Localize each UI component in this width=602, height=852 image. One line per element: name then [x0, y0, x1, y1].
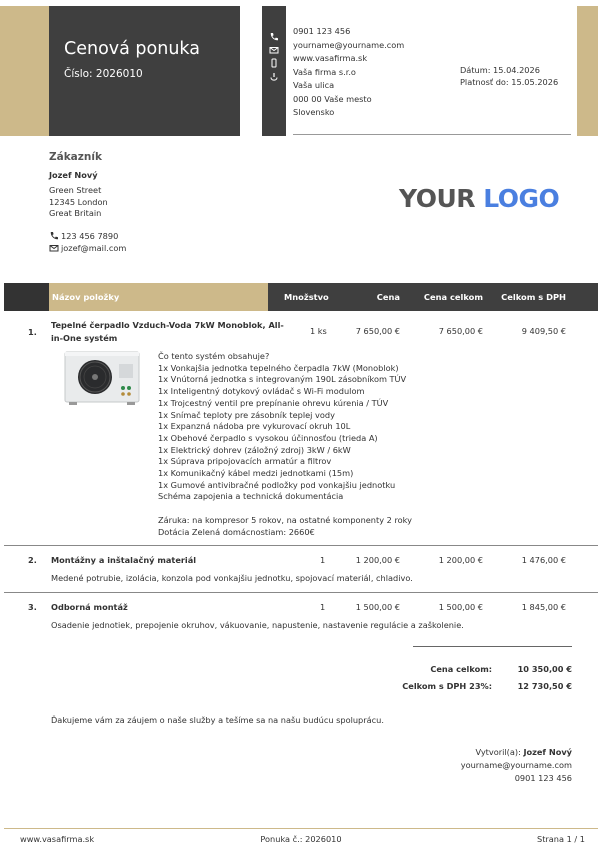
description-line: Schéma zapojenia a technická dokumentácia — [158, 491, 344, 502]
heat-pump-image — [63, 350, 143, 406]
customer-country: Great Britain — [49, 208, 102, 219]
item-price: 7 650,00 € — [355, 326, 400, 336]
logo-text-logo: LOGO — [483, 184, 560, 213]
table-row — [0, 318, 602, 546]
customer-heading: Zákazník — [49, 151, 102, 163]
item-name: Montážny a inštalačný materiál — [51, 555, 197, 565]
vat-total-label: Celkom s DPH 23%: — [402, 681, 492, 691]
description-line: Čo tento systém obsahuje? — [158, 351, 270, 361]
item-index: 2. — [28, 555, 37, 565]
description-line: 1x Snímač teploty pre zásobník teplej vody — [158, 409, 335, 420]
customer-address — [49, 185, 108, 220]
warranty-line: Záruka: na kompresor 5 rokov, na ostatné komponenty 2 roky — [158, 514, 412, 525]
customer-email: jozef@mail.com — [61, 243, 127, 253]
thank-you-note: Ďakujeme vám za záujem o naše služby a tešíme sa na našu budúcu spoluprácu. — [51, 715, 384, 725]
header-accent-right — [577, 6, 598, 136]
phone-icon — [269, 32, 279, 42]
item-price: 1 500,00 € — [355, 602, 400, 612]
description-line: 1x Gumové antivibračné podložky pod vonkajšiu jednotku — [158, 479, 396, 490]
company-phone: 0901 123 456 — [293, 26, 351, 36]
item-index: 3. — [28, 602, 37, 612]
footer-website: www.vasafirma.sk — [20, 834, 95, 844]
valid-until-date: Platnosť do: 15.05.2026 — [460, 76, 559, 87]
phone-icon — [49, 231, 59, 241]
company-contact — [293, 25, 404, 120]
contact-icon-strip — [262, 6, 286, 136]
item-total-vat: 1 476,00 € — [521, 555, 566, 565]
row-divider — [4, 592, 598, 593]
description-line: 1x Vonkajšia jednotka tepelného čerpadla 7kW (Monoblok) — [158, 362, 399, 373]
customer-street: Green Street — [49, 185, 102, 195]
customer-phone: 123 456 7890 — [61, 231, 119, 241]
header-cell-index — [4, 283, 49, 311]
item-index: 1. — [28, 327, 37, 337]
footer-offer-number: Ponuka č.: 2026010 — [260, 834, 342, 844]
item-total-vat: 9 409,50 € — [521, 326, 566, 336]
item-description — [158, 351, 412, 538]
item-name-line-2: in-One systém — [51, 333, 118, 343]
customer-name: Jozef Nový — [49, 170, 98, 180]
table-row — [0, 554, 602, 590]
header-name-label: Názov položky — [52, 292, 120, 302]
web-icon — [269, 72, 279, 82]
company-web: www.vasafirma.sk — [293, 53, 368, 63]
subsidy-line: Dotácia Zelená domácnostiam: 2660€ — [158, 526, 315, 537]
description-line: 1x Vnútorná jednotka s integrovaným 190L zásobníkom TÚV — [158, 374, 407, 385]
company-logo — [399, 184, 559, 213]
company-country: Slovensko — [293, 107, 335, 117]
item-description: Osadenie jednotiek, prepojenie okruhov, vákuovanie, napustenie, nastavenie regulácie a zaškolenie. — [51, 620, 464, 630]
header-total-vat-label: Celkom s DPH — [501, 292, 566, 302]
item-qty: 1 ks — [310, 326, 327, 336]
signature-email: yourname@yourname.com — [460, 760, 572, 770]
description-line: 1x Komunikačný kábel medzi jednotkami (15m) — [158, 468, 354, 479]
footer-page-number: Strana 1 / 1 — [537, 834, 585, 844]
item-total: 1 200,00 € — [438, 555, 483, 565]
item-price: 1 200,00 € — [355, 555, 400, 565]
signature-phone: 0901 123 456 — [514, 773, 572, 783]
header-price-label: Cena — [376, 292, 400, 302]
logo-text-your: YOUR — [399, 184, 476, 213]
item-name-line-1: Tepelné čerpadlo Vzduch-Voda 7kW Monoblok, All- — [51, 320, 284, 330]
description-line: 1x Súprava pripojovacích armatúr a filtrov — [158, 456, 332, 467]
item-total: 1 500,00 € — [438, 602, 483, 612]
description-line: 1x Elektrický dohrev (záložný zdroj) 3kW / 6kW — [158, 444, 351, 455]
customer-city: 12345 London — [49, 196, 108, 207]
row-divider — [4, 545, 598, 546]
issue-date: Dátum: 15.04.2026 — [460, 65, 540, 75]
header-title-block — [49, 6, 240, 136]
mobile-icon — [269, 58, 279, 68]
vat-total-value: 12 730,50 € — [517, 681, 572, 691]
header-accent-left — [0, 6, 49, 136]
item-name: Odborná montáž — [51, 602, 128, 612]
email-icon — [269, 45, 279, 55]
company-email: yourname@yourname.com — [293, 39, 405, 50]
company-street: Vaša ulica — [293, 80, 335, 90]
item-total: 7 650,00 € — [438, 326, 483, 336]
item-description: Medené potrubie, izolácia, konzola pod vonkajšiu jednotku, spojovací materiál, chladivo. — [51, 573, 413, 583]
table-row — [0, 601, 602, 637]
document-title: Cenová ponuka — [64, 39, 200, 59]
item-qty: 1 — [320, 555, 326, 565]
subtotal-label: Cena celkom: — [430, 664, 492, 674]
header-qty-label: Množstvo — [284, 292, 329, 302]
description-line: 1x Obehové čerpadlo s vysokou účinnosťou (trieda A) — [158, 432, 378, 443]
created-by-name: Jozef Nový — [523, 747, 572, 757]
description-line: 1x Trojcestný ventil pre prepínanie ohrevu kúrenia / TÚV — [158, 397, 389, 408]
totals-divider — [413, 646, 572, 647]
created-by — [380, 747, 572, 759]
company-name: Vaša firma s.r.o — [293, 66, 356, 77]
header-total-label: Cena celkom — [423, 292, 483, 302]
description-line: 1x Expanzná nádoba pre vykurovací okruh 10L — [158, 421, 351, 432]
email-icon — [49, 243, 59, 253]
document-number: Číslo: 2026010 — [64, 68, 143, 80]
document-dates — [460, 65, 558, 88]
created-by-label: Vytvoril(a): — [475, 747, 521, 757]
item-qty: 1 — [320, 602, 326, 612]
items-table-header — [4, 283, 598, 311]
company-city: 000 00 Vaše mesto — [293, 93, 372, 104]
description-spacer — [158, 503, 412, 515]
footer-divider — [4, 828, 598, 829]
header-divider — [293, 134, 571, 135]
item-total-vat: 1 845,00 € — [521, 602, 566, 612]
description-line: 1x Inteligentný dotykový ovládač s Wi-Fi modulom — [158, 386, 365, 397]
subtotal-value: 10 350,00 € — [517, 664, 572, 674]
